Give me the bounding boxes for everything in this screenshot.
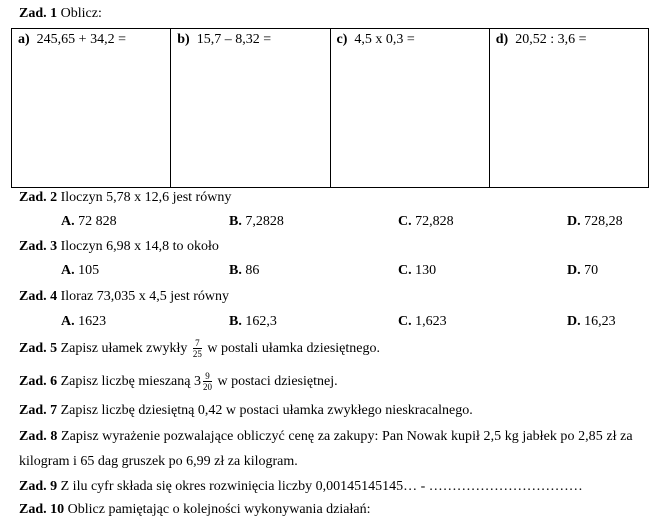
task-6-whole: 3 bbox=[193, 374, 201, 389]
task-9-label: Zad. 9 bbox=[19, 479, 58, 494]
task-10 bbox=[19, 502, 370, 518]
task-6-fraction bbox=[203, 371, 212, 392]
task-7-text: Zapisz liczbę dziesiętną 0,42 w postaci ułamka zwykłego nieskracalnego. bbox=[60, 403, 473, 418]
task-5-label: Zad. 5 bbox=[19, 341, 58, 356]
task-5-fraction bbox=[193, 338, 202, 359]
option-letter: C. bbox=[398, 214, 412, 229]
cell-expression: 245,65 + 34,2 = bbox=[36, 32, 126, 47]
option-value: 728,28 bbox=[584, 214, 623, 229]
fraction-denominator: 25 bbox=[192, 349, 202, 360]
option-value: 7,2828 bbox=[245, 214, 284, 229]
option-value: 16,23 bbox=[584, 314, 616, 329]
task-6-label: Zad. 6 bbox=[19, 374, 58, 389]
task-9 bbox=[19, 479, 583, 495]
cell-letter: d) bbox=[495, 32, 509, 47]
fraction-denominator: 20 bbox=[202, 382, 212, 393]
task-1-cell-a[interactable] bbox=[12, 29, 171, 188]
task-4-option-c[interactable] bbox=[398, 314, 447, 330]
task-6-text-before: Zapisz liczbę mieszaną bbox=[60, 374, 191, 389]
cell-letter: b) bbox=[177, 32, 190, 47]
task-5-text-after: w postali ułamka dziesiętnego. bbox=[207, 341, 380, 356]
task-10-label: Zad. 10 bbox=[19, 502, 65, 517]
option-letter: A. bbox=[61, 263, 75, 278]
task-3-option-b[interactable] bbox=[229, 263, 259, 279]
task-6-text-after: w postaci dziesiętnej. bbox=[217, 374, 338, 389]
option-value: 162,3 bbox=[245, 314, 277, 329]
task-3-text: Iloczyn 6,98 x 14,8 to około bbox=[60, 239, 219, 254]
task-1-label: Zad. 1 bbox=[19, 6, 58, 21]
option-letter: B. bbox=[229, 263, 242, 278]
task-1-calculation-table bbox=[11, 28, 649, 188]
option-value: 72,828 bbox=[415, 214, 454, 229]
task-8-label: Zad. 8 bbox=[19, 429, 58, 444]
option-letter: D. bbox=[567, 314, 581, 329]
task-3-option-a[interactable] bbox=[61, 263, 99, 279]
option-value: 72 828 bbox=[78, 214, 117, 229]
cell-letter: a) bbox=[18, 32, 30, 47]
task-3-heading bbox=[19, 239, 219, 255]
task-8-line-2 bbox=[19, 454, 298, 470]
cell-expression: 20,52 : 3,6 = bbox=[515, 32, 587, 47]
task-2-option-a[interactable] bbox=[61, 214, 117, 230]
task-8-text-line-2: kilogram i 65 dag gruszek po 6,99 zł za kilogram. bbox=[19, 454, 298, 469]
option-letter: C. bbox=[398, 263, 412, 278]
option-letter: D. bbox=[567, 214, 581, 229]
task-6 bbox=[19, 371, 338, 393]
option-value: 130 bbox=[415, 263, 437, 278]
task-7-label: Zad. 7 bbox=[19, 403, 58, 418]
task-1-cell-d[interactable] bbox=[489, 29, 648, 188]
task-3-option-c[interactable] bbox=[398, 263, 436, 279]
fraction-numerator: 7 bbox=[193, 338, 202, 349]
task-4-option-a[interactable] bbox=[61, 314, 106, 330]
option-value: 105 bbox=[78, 263, 100, 278]
cell-letter: c) bbox=[336, 32, 348, 47]
task-1-cell-b[interactable] bbox=[171, 29, 330, 188]
option-letter: B. bbox=[229, 314, 242, 329]
option-letter: A. bbox=[61, 214, 75, 229]
option-value: 70 bbox=[584, 263, 599, 278]
task-4-option-b[interactable] bbox=[229, 314, 277, 330]
task-3-label: Zad. 3 bbox=[19, 239, 58, 254]
task-8-line-1 bbox=[19, 429, 633, 445]
task-1-heading bbox=[19, 6, 102, 22]
task-2-option-b[interactable] bbox=[229, 214, 284, 230]
task-2-option-d[interactable] bbox=[567, 214, 623, 230]
task-1-cell-c[interactable] bbox=[330, 29, 489, 188]
option-letter: C. bbox=[398, 314, 412, 329]
task-9-text: Z ilu cyfr składa się okres rozwinięcia liczby 0,00145145145… - …………………………… bbox=[60, 479, 583, 494]
task-8-text-line-1: Zapisz wyrażenie pozwalające obliczyć cenę za zakupy: Pan Nowak kupił 2,5 kg jabłek po 2,85 zł za bbox=[61, 429, 633, 444]
option-letter: A. bbox=[61, 314, 75, 329]
option-value: 1623 bbox=[78, 314, 107, 329]
task-2-text: Iloczyn 5,78 x 12,6 jest równy bbox=[60, 190, 232, 205]
option-value: 86 bbox=[245, 263, 260, 278]
task-5-text-before: Zapisz ułamek zwykły bbox=[60, 341, 188, 356]
cell-expression: 4,5 x 0,3 = bbox=[354, 32, 415, 47]
task-4-text: Iloraz 73,035 x 4,5 jest równy bbox=[60, 289, 229, 304]
task-7 bbox=[19, 403, 473, 419]
option-letter: B. bbox=[229, 214, 242, 229]
task-2-option-c[interactable] bbox=[398, 214, 454, 230]
task-2-heading bbox=[19, 190, 231, 206]
task-3-option-d[interactable] bbox=[567, 263, 598, 279]
task-4-heading bbox=[19, 289, 229, 305]
fraction-numerator: 9 bbox=[203, 371, 212, 382]
option-letter: D. bbox=[567, 263, 581, 278]
cell-expression: 15,7 – 8,32 = bbox=[196, 32, 272, 47]
task-2-label: Zad. 2 bbox=[19, 190, 58, 205]
task-10-text: Oblicz pamiętając o kolejności wykonywania działań: bbox=[67, 502, 371, 517]
task-1-text: Oblicz: bbox=[60, 6, 102, 21]
task-5 bbox=[19, 338, 380, 360]
task-4-option-d[interactable] bbox=[567, 314, 616, 330]
task-4-label: Zad. 4 bbox=[19, 289, 58, 304]
option-value: 1,623 bbox=[415, 314, 447, 329]
